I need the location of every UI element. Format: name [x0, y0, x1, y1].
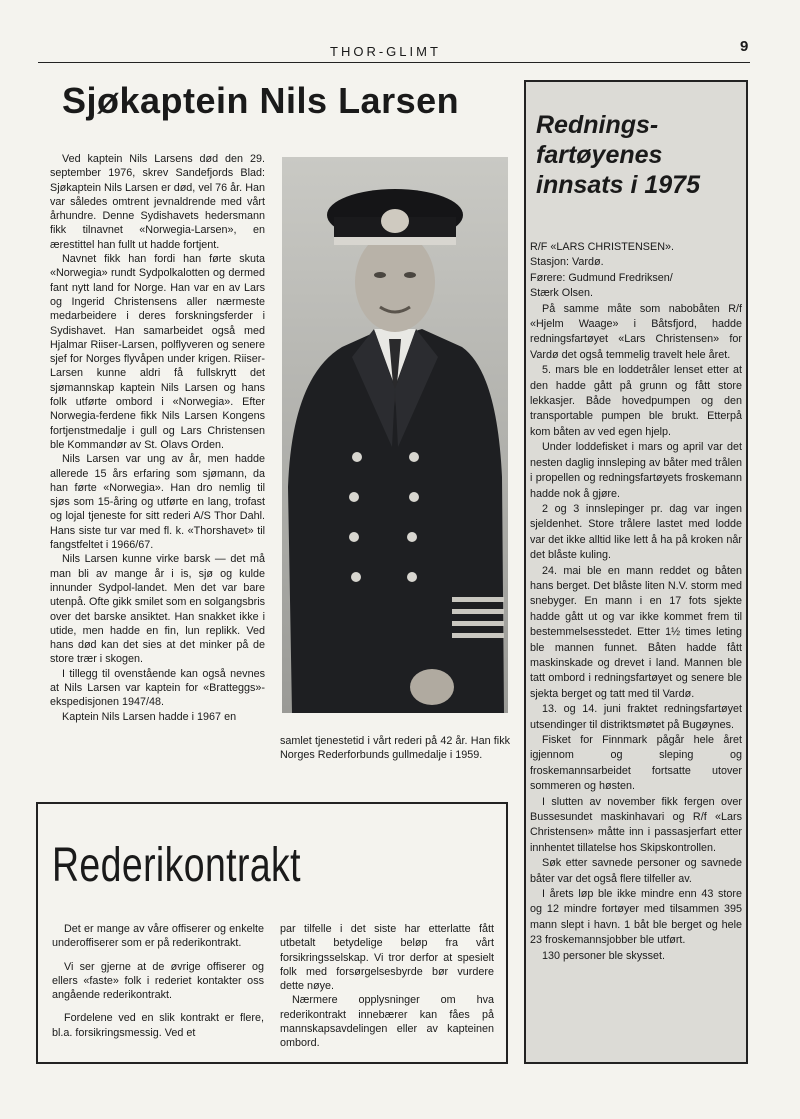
article-paragraph: I tillegg til ovenstående kan også nevnes at Nils Larsen var kaptein for «Bratteggs»-ekspedisjonen 1947/48.	[50, 667, 265, 709]
sidebar-paragraph: 13. og 14. juni fraktet redningsfartøyet utsendinger til distriktsmøtet på Bugøynes.	[530, 703, 742, 731]
header-rule	[38, 62, 750, 63]
article-paragraph: Navnet fikk han fordi han førte skuta «Norwegia» rundt Sydpolkalotten og dermed fant nytt land for Norge. Han var en av Lars og Ingerid Christensens aller nærmeste medarbeidere i deres forskningsferder i Sydishavet. Han samarbeidet også med Hjalmar Riiser-Larsen, polflyveren og senere sjef for Norges flyvåpen under krigen. Riiser-Larsen kunne aldri få fullskrytt det sjømannskap kaptein Nils Larsen og hans folk utførte ombord i «Norwegia». Efter Norwegia-ferdene fikk Nils Larsen Kongens fortjenstmedalje i gull og Lars Christensen ble Kommandør av St. Olavs Orden.	[50, 253, 265, 451]
sidebar-paragraph: I slutten av november fikk fergen over Bussesundet maskinhavari og R/f «Lars Christensen» måtte inn i passasjerfart etter innhentet tillatelse hos Skipskontrollen.	[530, 795, 742, 854]
article-paragraph: Nils Larsen kunne virke barsk — det må man bli av mange år i is, sjø og kulde innunder Sydpol-landet. Men det var bare utenpå. Ofte gikk smilet som en solgangsbris over det barske ansiktet. Han snakket ikke i utide, men hadde en fin, lun replikk. Ved hans død kan det sies at det minker på de store trær i skogen.	[50, 553, 265, 666]
contract-paragraph: Vi ser gjerne at de øvrige offiserer og ellers «faste» folk i rederiet kontakter oss angående rederikontrakt.	[52, 960, 264, 1002]
contract-column-2	[280, 922, 494, 1051]
contract-paragraph: Fordelene ved en slik kontrakt er flere, bl.a. forsikringsmessig. Ved et	[52, 1012, 264, 1039]
sidebar-paragraph: På samme måte som nabobåten R/f «Hjelm Waage» i Båtsfjord, hadde redningsfartøyet «Lars Christensen» for Vardø det også temmelig travelt hele året.	[530, 302, 742, 361]
sidebar-intro-line: R/F «LARS CHRISTENSEN».	[530, 241, 674, 253]
article-body	[50, 152, 265, 724]
page-number: 9	[740, 38, 749, 55]
photo-caption: samlet tjenestetid i vårt rederi på 42 år. Han fikk Norges Rederforbunds gullmedalje i 1959.	[280, 735, 510, 762]
sidebar-intro-line: Førere: Gudmund Fredriksen/	[530, 271, 673, 284]
captain-portrait-photo	[282, 157, 508, 713]
contract-paragraph: par tilfelle i det siste har etterlatte fått utbetalt betydelige beløp fra vårt forsikringsselskap. Vi tror derfor at spesielt folk med forsørgelsesbyrde bør vurdere dette nøye.	[280, 923, 494, 993]
contract-column-1	[52, 922, 264, 1049]
article-paragraph: Ved kaptein Nils Larsens død den 29. september 1976, skrev Sandefjords Blad: Sjøkaptein Nils Larsen er død, vel 76 år. Han var således omtrent jevnaldrende med vårt århundre. Denne Sydishavets hedersmann fikk tilnavnet «Norwegia-Larsen», en ærestittel han fullt ut hadde fortjent.	[50, 153, 265, 251]
article-paragraph: Nils Larsen var ung av år, men hadde allerede 15 års erfaring som sjømann, da han førte «Norwegia». Han dro nemlig til sjøs som 15-åring og utførte en lang, trofast og lojal tjeneste for sitt rederi A/S Thor Dahl. Hans siste tur var med fl. k. «Thorshavet» til fangstfeltet i 1966/67.	[50, 453, 265, 552]
contract-paragraph: Det er mange av våre offiserer og enkelte underoffiserer som er på rederikontrakt.	[52, 923, 264, 950]
sidebar-paragraph: I årets løp ble ikke mindre enn 43 store og 12 mindre fortøyer med tilsammen 395 mann slept i havn. 1 båt ble berget og hele 23 froskemannsjobber ble utført.	[530, 888, 742, 947]
sidebar-paragraph: 24. mai ble en mann reddet og båten hans berget. Det blåste liten N.V. storm med snebyger. En mann i en 17 fots sjekte hadde gått ut og var ikke kommet frem til bestemmelsesstedet. Etter 1½ times leting ble mannen funnet. Båten hadde fått maskinskade og drevet i land. Mannen ble tatt ombord i redningsfartøyet og senere ble sjekta berget og tatt med til Vardø.	[530, 564, 742, 700]
sidebar-title: Rednings-fartøyenes innsats i 1975	[536, 111, 700, 199]
running-head: THOR-GLIMT	[330, 44, 441, 59]
sidebar-paragraph: Fisket for Finnmark pågår hele året igjennom og sleping og froskemannsarbeidet fortsatte utover sommeren og høsten.	[530, 734, 742, 793]
sidebar-intro-line: Stærk Olsen.	[530, 287, 593, 300]
sidebar-paragraph: Søk etter savnede personer og savnede båter var det også flere tilfeller av.	[530, 857, 742, 885]
sidebar-paragraph: 130 personer ble skysset.	[542, 949, 666, 962]
contract-title: Rederikontrakt	[52, 839, 301, 892]
contract-paragraph: Nærmere opplysninger om hva rederikontrakt innebærer kan fåes på mannskapsavdelingen eller av kapteinen ombord.	[280, 994, 494, 1050]
sidebar-paragraph: 2 og 3 innslepinger pr. dag var ingen sjeldenhet. Store trålere lastet med lodde var det ikke alltid like lett å ha på kroken når det blåste kuling.	[530, 502, 742, 562]
sidebar-intro-line: Stasjon: Vardø.	[530, 256, 604, 269]
sidebar-body	[530, 240, 742, 964]
article-paragraph: Kaptein Nils Larsen hadde i 1967 en	[62, 710, 237, 723]
article-title: Sjøkaptein Nils Larsen	[62, 80, 460, 121]
sidebar-paragraph: 5. mars ble en loddetråler lenset etter at den hadde gått på grunn og fått store lekkasjer. Både hovedpumpen og den transportable pumpen ble brukt. Etterpå kom båten av ved egen hjelp.	[530, 364, 742, 438]
sidebar-paragraph: Under loddefisket i mars og april var det nesten daglig innsleping av båter med trålen i propellen og redningsfartøyets froskemann hadde nok å gjøre.	[530, 441, 742, 500]
